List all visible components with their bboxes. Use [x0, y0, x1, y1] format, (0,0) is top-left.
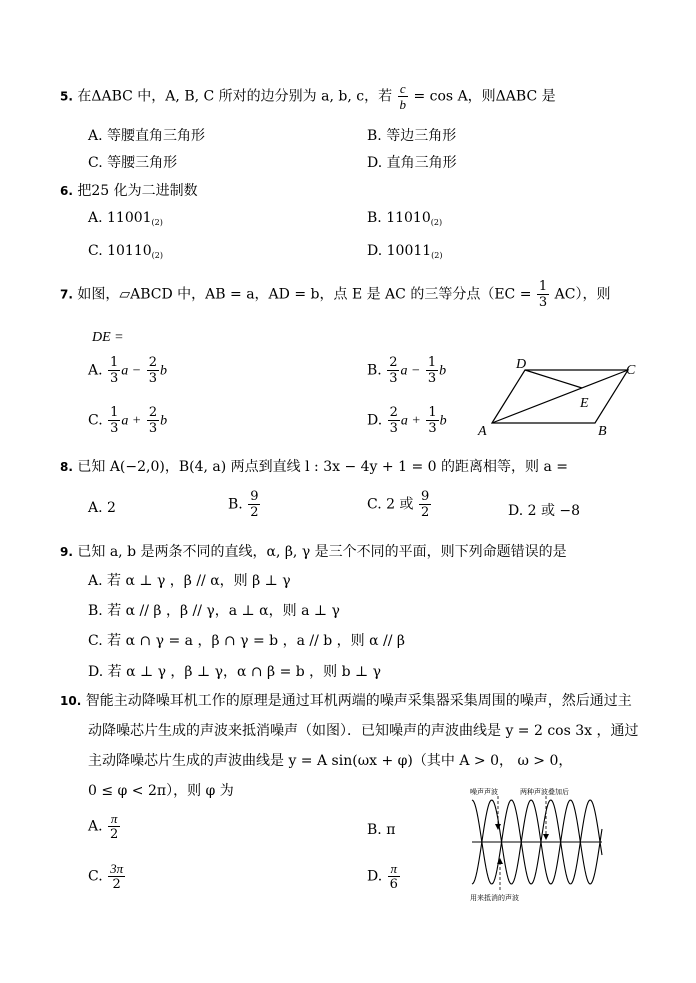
question-9 — [60, 541, 567, 561]
vertex-label-a: A — [478, 424, 487, 439]
question-text-cont: AC），则 — [554, 286, 611, 303]
vertex-label-d: D — [516, 357, 527, 372]
fraction: $\frac{1}{3}$ — [538, 279, 548, 310]
q9-option-c[interactable]: C. 若 α ∩ γ = a ，β ∩ γ = b ，a // b ，则 α // β — [88, 633, 406, 649]
q8-option-b[interactable]: B. $\frac{9}{2}$ — [228, 489, 259, 520]
q7-line2: DE = — [92, 330, 124, 345]
q6-option-a[interactable]: A. $11001_{(2)}$ — [88, 210, 163, 227]
q7-option-c[interactable]: C. $\frac{1}{3}$ a + $\frac{2}{3}$ b — [88, 405, 168, 436]
question-number: 9. — [60, 545, 73, 559]
cancel-wave-label: 用来抵消的声波 — [470, 894, 519, 902]
question-text-line3: 主动降噪芯片生成的声波曲线是 y = A sin(ωx + φ)（其中 A > 0， ω > 0， — [88, 753, 573, 769]
q8-option-d[interactable]: D. 2 或 −8 — [508, 503, 581, 519]
q5-option-a[interactable]: A. 等腰直角三角形 — [88, 128, 206, 144]
question-text-cont: = cos A，则ΔABC 是 — [413, 88, 556, 105]
question-text: 已知 A(−2,0)，B(4, a) 两点到直线 l : 3x − 4y + 1 = 0 的距离相等，则 a = — [77, 459, 568, 475]
question-text: 在ΔABC 中，A, B, C 所对的边分别为 a, b, c，若 — [77, 88, 393, 105]
vertex-label-b: B — [598, 424, 607, 439]
q8-option-c[interactable]: C. 2 或 $\frac{9}{2}$ — [367, 489, 430, 520]
question-number: 10. — [60, 694, 82, 708]
q7-option-d[interactable]: D. $\frac{2}{3}$ a + $\frac{1}{3}$ b — [367, 405, 447, 436]
q7-option-b[interactable]: B. $\frac{2}{3}$ a − $\frac{1}{3}$ b — [367, 355, 447, 386]
q10-option-c[interactable]: C. $\frac{3\pi}{2}$ — [88, 861, 124, 892]
vertex-label-e: E — [580, 396, 589, 411]
question-number: 7. — [60, 287, 73, 302]
question-number: 6. — [60, 184, 73, 198]
question-text: 把25 化为二进制数 — [77, 183, 198, 199]
noise-wave-figure — [462, 782, 604, 907]
q9-option-d[interactable]: D. 若 α ⊥ γ ，β ⊥ γ，α ∩ β = b ，则 b ⊥ γ — [88, 664, 382, 680]
question-number: 5. — [60, 89, 73, 104]
question-7 — [60, 280, 610, 309]
noise-wave-label: 噪声声波 — [470, 788, 498, 796]
q9-option-a[interactable]: A. 若 α ⊥ γ ，β // α，则 β ⊥ γ — [88, 573, 291, 589]
combined-wave-label: 两种声波叠加后 — [520, 788, 569, 796]
q5-option-b[interactable]: B. 等边三角形 — [367, 128, 457, 144]
question-text-line4: 0 ≤ φ < 2π），则 φ 为 — [88, 783, 234, 799]
question-text: 已知 a, b 是两条不同的直线，α, β, γ 是三个不同的平面，则下列命题错误的是 — [77, 544, 567, 560]
question-text: 如图，▱ABCD 中，AB = a，AD = b，点 E 是 AC 的三等分点（EC = — [77, 286, 532, 303]
q10-option-b[interactable]: B. π — [367, 822, 396, 838]
question-5 — [60, 82, 556, 111]
question-text-line1: 智能主动降噪耳机工作的原理是通过耳机两端的噪声采集器采集周围的噪声，然后通过主 — [85, 693, 632, 709]
q5-option-c[interactable]: C. 等腰三角形 — [88, 155, 178, 171]
q7-option-a[interactable]: A. $\frac{1}{3}$ a − $\frac{2}{3}$ b — [88, 355, 167, 386]
q6-option-c[interactable]: C. $10110_{(2)}$ — [88, 243, 163, 260]
question-8 — [60, 456, 568, 476]
q9-option-b[interactable]: B. 若 α // β ，β // γ，a ⊥ α，则 a ⊥ γ — [88, 603, 340, 619]
question-6 — [60, 180, 198, 200]
q8-option-a[interactable]: A. 2 — [88, 500, 116, 516]
question-text-line2: 动降噪芯片生成的声波来抵消噪声（如图）．已知噪声的声波曲线是 y = 2 cos 3x ，通过 — [88, 723, 639, 739]
q10-option-d[interactable]: D. $\frac{\pi}{6}$ — [367, 861, 398, 892]
q10-option-a[interactable]: A. $\frac{\pi}{2}$ — [88, 811, 119, 842]
q6-option-d[interactable]: D. $10011_{(2)}$ — [367, 243, 443, 260]
question-number: 8. — [60, 460, 73, 474]
fraction: $\frac{c}{b}$ — [399, 81, 407, 112]
question-10 — [60, 690, 632, 710]
parallelogram-figure — [470, 350, 645, 445]
q6-option-b[interactable]: B. $11010_{(2)}$ — [367, 210, 443, 227]
vertex-label-c: C — [626, 363, 636, 378]
q5-option-d[interactable]: D. 直角三角形 — [367, 155, 457, 171]
